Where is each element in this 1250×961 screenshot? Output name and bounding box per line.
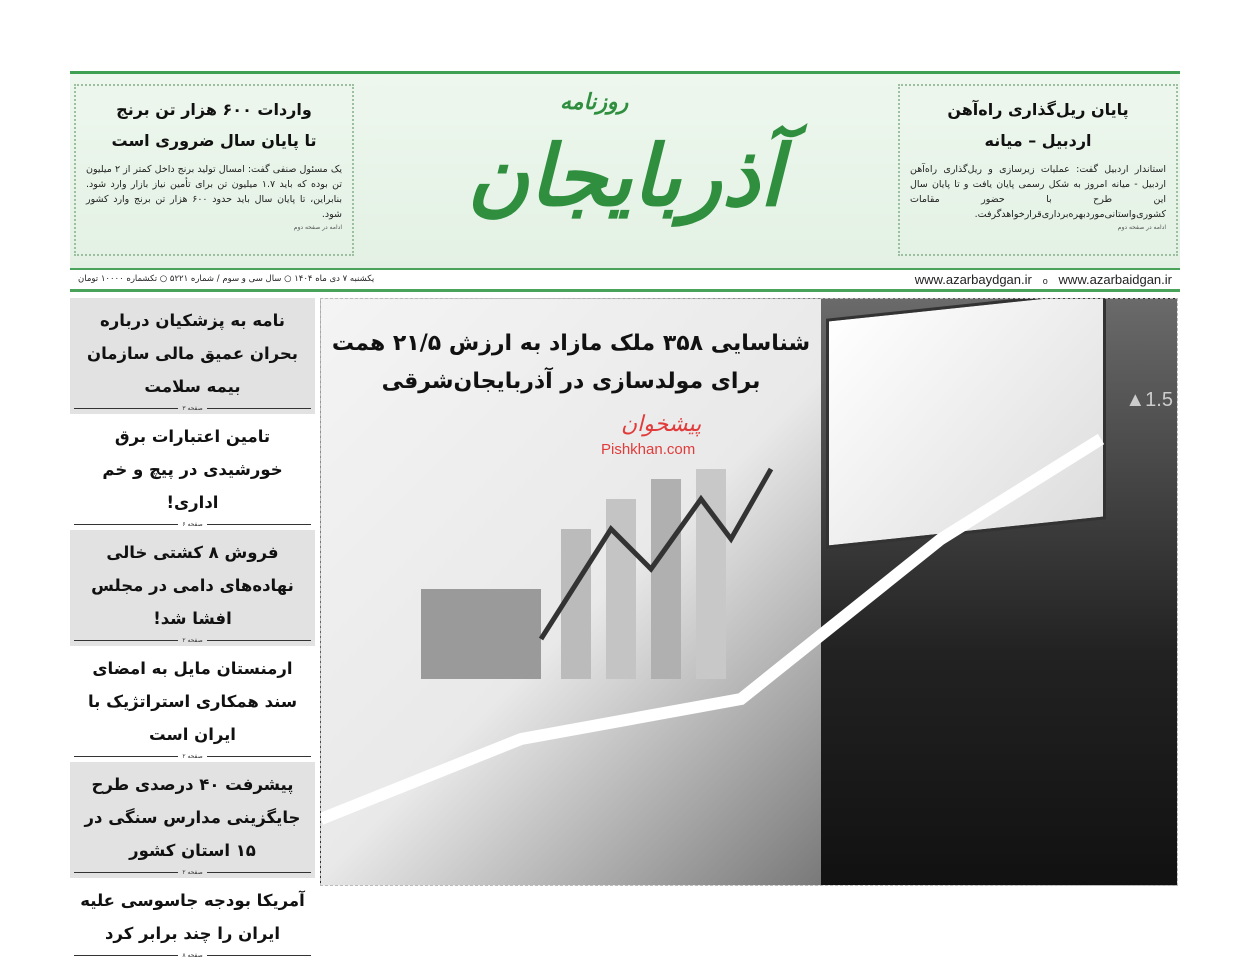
news-item[interactable] <box>70 878 315 961</box>
headline-sidebar <box>70 298 315 961</box>
news-title: تامین اعتبارات برق خورشیدی در پیچ و خم اداری! <box>102 427 283 512</box>
teaser-title: اردبیل – میانه <box>984 131 1092 150</box>
headline-line: برای مولدسازی در آذربایجان‌شرقی <box>381 369 761 394</box>
ticker-value: ▲1.5 <box>1125 389 1173 411</box>
page-number: صفحه ۳ <box>182 405 203 412</box>
page-number: صفحه ۶ <box>182 521 203 528</box>
continued-note: ادامه در صفحه دوم <box>1117 224 1166 231</box>
teaser-body: استاندار اردبیل گفت: عملیات زیرسازی و ریل‌گذاری راه‌آهن اردبیل - میانه امروز به شکل رسمی پایان یافت و تا پایان سال این طرح با حضور مقامات کشوری‌واستانی‌مورد‌بهره‌برداری‌قرار‌خواهد‌گرفت. <box>910 164 1166 220</box>
watermark-fa: پیشخوان <box>621 412 702 437</box>
page-ref <box>74 521 311 528</box>
page-number: صفحه ۲ <box>182 637 203 644</box>
page-ref <box>74 405 311 412</box>
teaser-box-railway[interactable] <box>898 84 1178 256</box>
lead-story-photo[interactable] <box>320 298 1178 886</box>
logo-title: آذربایجان <box>467 126 783 225</box>
coins-graphic <box>421 589 541 679</box>
issue-date: یکشنبه ۷ دی ماه ۱۴۰۴ ○ سال سی و سوم / شماره ۵۲۲۱ ○ تکشماره ۱۰۰۰۰ تومان <box>78 274 375 284</box>
page-ref <box>74 869 311 876</box>
page-ref <box>74 952 311 959</box>
lead-headline[interactable] <box>321 325 821 401</box>
teaser-title: تا پایان سال ضروری است <box>111 131 317 150</box>
website-link[interactable]: www.azarbaydgan.ir <box>914 272 1032 287</box>
bar-graphic <box>651 479 681 679</box>
separator: o <box>1042 276 1048 286</box>
issue-info-bar <box>70 268 1180 292</box>
headline-line: شناسایی ۳۵۸ ملک مازاد به ارزش ۲۱/۵ همت <box>331 331 811 356</box>
news-title: پیشرفت ۴۰ درصدی طرح جایگزینی مدارس سنگی در ۱۵ استان کشور <box>84 775 301 860</box>
logo-subtitle: روزنامه <box>560 90 629 115</box>
watermark: Pishkhan.com <box>601 441 696 458</box>
news-item[interactable] <box>70 762 315 878</box>
page-ref <box>74 753 311 760</box>
masthead <box>70 74 1180 268</box>
news-title: فروش ۸ کشتی خالی نهاده‌های دامی در مجلس افشا شد! <box>91 543 294 628</box>
page-number: صفحه ۲ <box>182 869 203 876</box>
website-links <box>915 272 1172 287</box>
teaser-title: واردات ۶۰۰ هزار تن برنج <box>116 100 312 119</box>
news-title: آمریکا بودجه جاسوسی علیه ایران را چند برابر کرد <box>80 891 305 943</box>
teaser-body: یک مسئول صنفی گفت: امسال تولید برنج داخل کمتر از ۲ میلیون تن بوده که باید ۱.۷ میلیون تن برای تأمین نیاز بازار وارد شود. بنابراین، تا پایان سال باید حدود ۶۰۰ هزار تن برنج وارد کشور شود. <box>86 164 342 220</box>
continued-note: ادامه در صفحه دوم <box>293 224 342 231</box>
page-number: صفحه ۲ <box>182 753 203 760</box>
page-ref <box>74 637 311 644</box>
news-item[interactable] <box>70 298 315 414</box>
teaser-box-rice-imports[interactable] <box>74 84 354 256</box>
news-item[interactable] <box>70 530 315 646</box>
news-item[interactable] <box>70 646 315 762</box>
news-title: ارمنستان مایل به امضای سند همکاری استراتژیک با ایران است <box>87 659 298 744</box>
page-number: صفحه ۸ <box>182 952 203 959</box>
website-link[interactable]: www.azarbaidgan.ir <box>1058 272 1172 287</box>
news-title: نامه به پزشکیان درباره بحران عمیق مالی سازمان بیمه سلامت <box>87 311 298 396</box>
news-item[interactable] <box>70 414 315 530</box>
newspaper-logo <box>410 74 840 268</box>
teaser-title: پایان ریل‌گذاری راه‌آهن <box>947 100 1129 119</box>
